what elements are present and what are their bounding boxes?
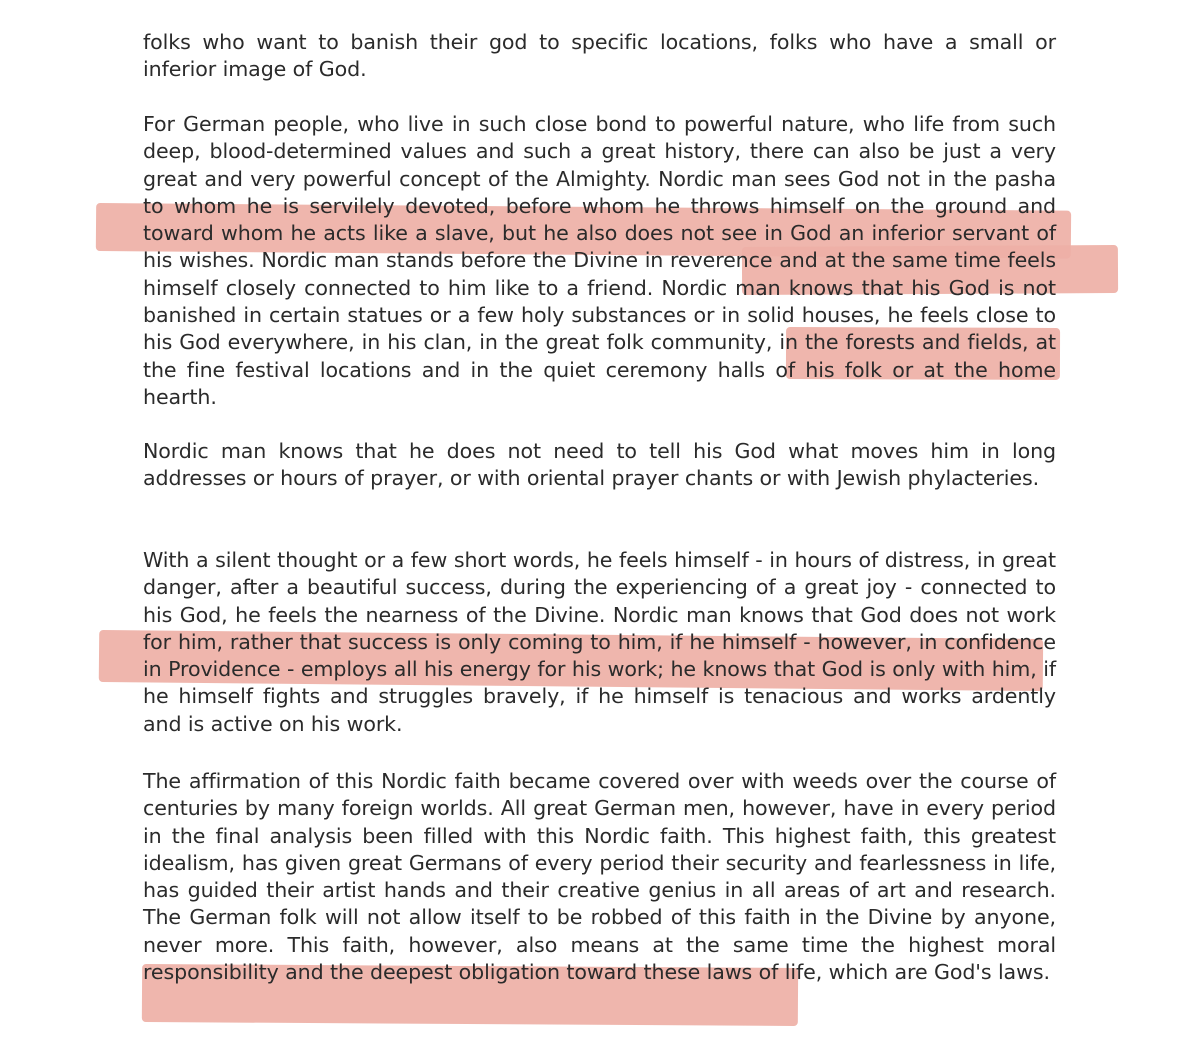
paragraph: Nordic man knows that he does not need to tell his God what moves him in long addresses or hours of prayer, or with oriental prayer chants or with Jewish phylacteries.: [143, 439, 1056, 491]
paragraph: folks who want to banish their god to specific locations, folks who have a small or inferior image of God.: [143, 30, 1056, 82]
paragraph: For German people, who live in such close bond to powerful nature, who life from such deep, blood-determined values and such a great history, there can also be just a very great and very powerful concept of the Almighty. Nordic man sees God not in the pasha to whom he is servilely devoted, before whom he throws himself on the ground and toward whom he acts like a slave, but he also does not see in God an inferior servant of his wishes. Nordic man stands before the Divine in reverence and at the same time feels himself closely connected to him like to a friend. Nordic man knows that his God is not banished in certain statues or a few holy substances or in solid houses, he feels close to his God everywhere, in his clan, in the great folk community, in the forests and fields, at the fine festival locations and in the quiet ceremony halls of his folk or at the home hearth.: [143, 112, 1056, 409]
paragraph: The affirmation of this Nordic faith became covered over with weeds over the course of centuries by many foreign worlds. All great German men, however, have in every period in the final analysis been filled with this Nordic faith. This highest faith, this greatest idealism, has given great Germans of every period their security and fearlessness in life, has guided their artist hands and their creative genius in all areas of art and research. The German folk will not allow itself to be robbed of this faith in the Divine by anyone, never more. This faith, however, also means at the same time the highest moral responsibility and the deepest obligation toward these laws of life, which are God's laws.: [143, 769, 1056, 985]
paragraph: With a silent thought or a few short words, he feels himself - in hours of distress, in great danger, after a beautiful success, during the experiencing of a great joy - connected to his God, he feels the nearness of the Divine. Nordic man knows that God does not work for him, rather that success is only coming to him, if he himself - however, in confidence in Providence - employs all his energy for his work; he knows that God is only with him, if he himself fights and struggles bravely, if he himself is tenacious and works ardently and is active on his work.: [143, 548, 1056, 736]
